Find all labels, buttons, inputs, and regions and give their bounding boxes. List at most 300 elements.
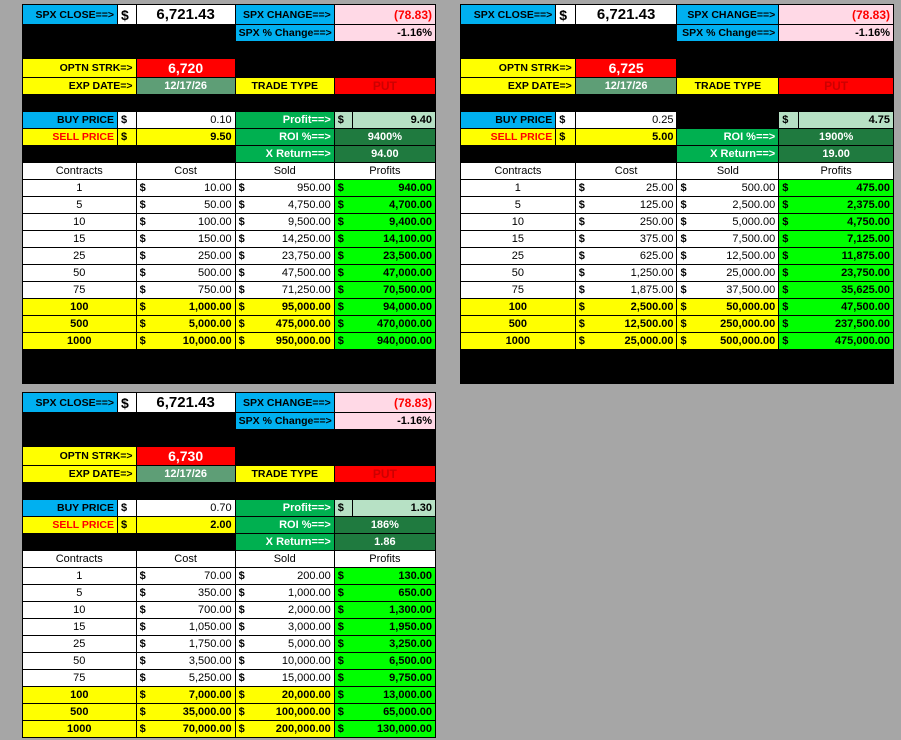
profits-cell: $ 475,000.00 xyxy=(779,333,894,350)
profits-cell: $ 130.00 xyxy=(334,568,435,585)
profits-cell: $ 47,500.00 xyxy=(779,299,894,316)
contracts-cell: 1000 xyxy=(23,333,137,350)
row-exp-date xyxy=(461,78,894,95)
profits-currency: $ xyxy=(337,604,344,616)
profits-currency: $ xyxy=(337,216,344,228)
filler xyxy=(136,534,235,551)
table-row xyxy=(23,602,436,619)
table-row xyxy=(23,721,436,738)
cost-currency: $ xyxy=(578,267,585,279)
table-row xyxy=(23,299,436,316)
profits-currency: $ xyxy=(337,706,344,718)
profits-currency: $ xyxy=(337,284,344,296)
profits-currency: $ xyxy=(337,723,344,735)
cost-cell: $ 5,250.00 xyxy=(136,670,235,687)
spx-pct-change-value: -1.16% xyxy=(779,25,894,42)
exp-date-label: EXP DATE=> xyxy=(23,466,137,483)
trade-type-value: PUT xyxy=(779,78,894,95)
table-row xyxy=(23,619,436,636)
cost-currency: $ xyxy=(578,301,585,313)
sold-currency: $ xyxy=(238,723,245,735)
spx-close-label: SPX CLOSE==> xyxy=(23,5,118,25)
col-header-contracts: Contracts xyxy=(461,163,576,180)
cost-cell: $ 2,500.00 xyxy=(575,299,677,316)
row-sell-price xyxy=(23,517,436,534)
contracts-cell: 50 xyxy=(461,265,576,282)
sell-price-label: SELL PRICE xyxy=(23,517,118,534)
cost-currency: $ xyxy=(139,250,146,262)
optn-strk-label: OPTN STRK=> xyxy=(23,447,137,466)
sold-currency: $ xyxy=(238,318,245,330)
sold-cell: $ 47,500.00 xyxy=(235,265,334,282)
table-row xyxy=(23,585,436,602)
cost-currency: $ xyxy=(578,318,585,330)
sold-currency: $ xyxy=(680,318,687,330)
cost-currency: $ xyxy=(139,604,146,616)
col-header-contracts: Contracts xyxy=(23,551,137,568)
table-row xyxy=(23,248,436,265)
cost-cell: $ 10.00 xyxy=(136,180,235,197)
contracts-cell: 100 xyxy=(461,299,576,316)
profits-currency: $ xyxy=(337,267,344,279)
cost-currency: $ xyxy=(139,689,146,701)
cost-cell: $ 1,250.00 xyxy=(575,265,677,282)
sold-currency: $ xyxy=(680,301,687,313)
contracts-rows-1 xyxy=(23,180,436,350)
sold-currency: $ xyxy=(238,689,245,701)
filler xyxy=(23,146,118,163)
cost-cell: $ 10,000.00 xyxy=(136,333,235,350)
profits-cell: $ 47,000.00 xyxy=(334,265,435,282)
contracts-cell: 5 xyxy=(23,585,137,602)
sold-cell: $ 200.00 xyxy=(235,568,334,585)
cost-cell: $ 125.00 xyxy=(575,197,677,214)
filler xyxy=(575,25,677,42)
contracts-cell: 1 xyxy=(23,180,137,197)
cost-cell: $ 1,050.00 xyxy=(136,619,235,636)
sold-cell: $ 950,000.00 xyxy=(235,333,334,350)
sold-cell: $ 12,500.00 xyxy=(677,248,779,265)
col-header-cost: Cost xyxy=(136,163,235,180)
contracts-cell: 500 xyxy=(461,316,576,333)
col-header-sold: Sold xyxy=(235,163,334,180)
table-row xyxy=(23,687,436,704)
cost-currency: $ xyxy=(139,182,146,194)
table-row xyxy=(23,316,436,333)
cost-cell: $ 25.00 xyxy=(575,180,677,197)
cost-currency: $ xyxy=(139,301,146,313)
profits-cell: $ 475.00 xyxy=(779,180,894,197)
trade-type-value: PUT xyxy=(334,466,435,483)
profits-currency: $ xyxy=(782,182,789,194)
cost-cell: $ 100.00 xyxy=(136,214,235,231)
trade-type-value: PUT xyxy=(334,78,435,95)
row-spx-close xyxy=(23,5,436,25)
sold-cell: $ 95,000.00 xyxy=(235,299,334,316)
cost-cell: $ 350.00 xyxy=(136,585,235,602)
sold-currency: $ xyxy=(238,216,245,228)
profits-cell: $ 2,375.00 xyxy=(779,197,894,214)
spx-change-label: SPX CHANGE==> xyxy=(235,393,334,413)
cost-cell: $ 12,500.00 xyxy=(575,316,677,333)
contracts-cell: 100 xyxy=(23,687,137,704)
spx-close-currency: $ xyxy=(117,5,136,25)
table-row xyxy=(461,282,894,299)
buy-price-value: 0.10 xyxy=(136,112,235,129)
filler xyxy=(136,25,235,42)
cost-cell: $ 3,500.00 xyxy=(136,653,235,670)
cost-cell: $ 25,000.00 xyxy=(575,333,677,350)
profits-cell: $ 9,750.00 xyxy=(334,670,435,687)
spx-pct-change-label: SPX % Change==> xyxy=(235,25,334,42)
spx-close-value: 6,721.43 xyxy=(136,393,235,413)
filler xyxy=(575,146,677,163)
cost-cell: $ 35,000.00 xyxy=(136,704,235,721)
cost-currency: $ xyxy=(139,233,146,245)
table-row xyxy=(461,180,894,197)
profits-cell: $ 14,100.00 xyxy=(334,231,435,248)
sold-currency: $ xyxy=(238,604,245,616)
cost-currency: $ xyxy=(139,706,146,718)
option-table-3 xyxy=(22,392,436,738)
sold-currency: $ xyxy=(238,267,245,279)
sold-cell: $ 37,500.00 xyxy=(677,282,779,299)
sold-cell: $ 2,000.00 xyxy=(235,602,334,619)
profits-cell: $ 650.00 xyxy=(334,585,435,602)
option-panel-2 xyxy=(460,4,894,384)
roi-value: 9400% xyxy=(334,129,435,146)
buy-price-label: BUY PRICE xyxy=(461,112,556,129)
contracts-cell: 15 xyxy=(461,231,576,248)
cost-currency: $ xyxy=(139,723,146,735)
profits-cell: $ 470,000.00 xyxy=(334,316,435,333)
x-return-label: X Return==> xyxy=(677,146,779,163)
sold-currency: $ xyxy=(680,250,687,262)
profits-cell: $ 940.00 xyxy=(334,180,435,197)
cost-currency: $ xyxy=(139,335,146,347)
cost-cell: $ 70.00 xyxy=(136,568,235,585)
spx-close-value: 6,721.43 xyxy=(136,5,235,25)
sold-cell: $ 23,750.00 xyxy=(235,248,334,265)
spx-change-value: (78.83) xyxy=(779,5,894,25)
sell-price-value: 9.50 xyxy=(136,129,235,146)
sell-price-currency: $ xyxy=(556,129,575,146)
filler xyxy=(136,413,235,430)
cost-cell: $ 625.00 xyxy=(575,248,677,265)
col-header-sold: Sold xyxy=(677,163,779,180)
contracts-cell: 10 xyxy=(23,214,137,231)
roi-label: ROI %==> xyxy=(235,517,334,534)
table-row xyxy=(461,214,894,231)
profits-cell: $ 1,300.00 xyxy=(334,602,435,619)
sold-cell: $ 71,250.00 xyxy=(235,282,334,299)
row-spx-pct-change xyxy=(23,25,436,42)
profits-cell: $ 4,700.00 xyxy=(334,197,435,214)
filler xyxy=(23,413,118,430)
row-buy-price xyxy=(23,500,436,517)
trade-type-label: TRADE TYPE xyxy=(677,78,779,95)
filler xyxy=(677,112,779,129)
trade-type-label: TRADE TYPE xyxy=(235,78,334,95)
option-panel-1 xyxy=(22,4,436,384)
row-option-strike xyxy=(461,59,894,78)
spx-pct-change-label: SPX % Change==> xyxy=(677,25,779,42)
profits-cell: $ 3,250.00 xyxy=(334,636,435,653)
cost-currency: $ xyxy=(139,284,146,296)
table-row xyxy=(23,568,436,585)
filler xyxy=(461,25,556,42)
spx-close-label: SPX CLOSE==> xyxy=(461,5,556,25)
row-sell-price xyxy=(23,129,436,146)
cost-currency: $ xyxy=(578,182,585,194)
filler xyxy=(117,534,136,551)
contracts-cell: 75 xyxy=(23,670,137,687)
profits-currency: $ xyxy=(337,638,344,650)
table-row xyxy=(23,333,436,350)
cost-cell: $ 50.00 xyxy=(136,197,235,214)
sold-currency: $ xyxy=(238,570,245,582)
row-spx-close xyxy=(23,393,436,413)
table-row xyxy=(461,197,894,214)
cost-currency: $ xyxy=(139,672,146,684)
sell-price-currency: $ xyxy=(117,129,136,146)
table-row xyxy=(23,265,436,282)
spx-change-value: (78.83) xyxy=(334,5,435,25)
sold-currency: $ xyxy=(680,216,687,228)
profit-value: 4.75 xyxy=(798,112,893,129)
sell-price-value: 5.00 xyxy=(575,129,677,146)
contracts-cell: 500 xyxy=(23,704,137,721)
contracts-cell: 100 xyxy=(23,299,137,316)
table-row xyxy=(23,636,436,653)
profits-currency: $ xyxy=(337,689,344,701)
cost-currency: $ xyxy=(139,216,146,228)
sold-cell: $ 25,000.00 xyxy=(677,265,779,282)
profit-value: 1.30 xyxy=(353,500,436,517)
spx-change-label: SPX CHANGE==> xyxy=(235,5,334,25)
buy-price-currency: $ xyxy=(556,112,575,129)
x-return-value: 1.86 xyxy=(334,534,435,551)
sold-cell: $ 3,000.00 xyxy=(235,619,334,636)
cost-currency: $ xyxy=(139,587,146,599)
filler xyxy=(235,59,435,78)
option-table-1 xyxy=(22,4,436,350)
cost-cell: $ 250.00 xyxy=(575,214,677,231)
x-return-value: 94.00 xyxy=(334,146,435,163)
sold-currency: $ xyxy=(238,672,245,684)
col-header-profits: Profits xyxy=(779,163,894,180)
profits-cell: $ 65,000.00 xyxy=(334,704,435,721)
spacer xyxy=(23,483,436,500)
cost-currency: $ xyxy=(139,638,146,650)
cost-cell: $ 150.00 xyxy=(136,231,235,248)
contracts-cell: 15 xyxy=(23,231,137,248)
sold-cell: $ 5,000.00 xyxy=(677,214,779,231)
contracts-cell: 10 xyxy=(23,602,137,619)
table-row xyxy=(23,704,436,721)
row-sell-price xyxy=(461,129,894,146)
col-header-profits: Profits xyxy=(334,551,435,568)
sold-currency: $ xyxy=(238,638,245,650)
profits-cell: $ 23,500.00 xyxy=(334,248,435,265)
sold-currency: $ xyxy=(680,182,687,194)
row-buy-price xyxy=(461,112,894,129)
profits-currency: $ xyxy=(337,621,344,633)
row-spx-pct-change xyxy=(23,413,436,430)
profits-currency: $ xyxy=(337,672,344,684)
spx-change-value: (78.83) xyxy=(334,393,435,413)
profits-cell: $ 11,875.00 xyxy=(779,248,894,265)
spacer xyxy=(23,42,436,59)
filler xyxy=(136,146,235,163)
cost-currency: $ xyxy=(578,250,585,262)
contracts-cell: 25 xyxy=(461,248,576,265)
filler xyxy=(23,534,118,551)
profits-currency: $ xyxy=(782,335,789,347)
cost-cell: $ 375.00 xyxy=(575,231,677,248)
roi-label: ROI %==> xyxy=(235,129,334,146)
row-spx-pct-change xyxy=(461,25,894,42)
exp-date-value: 12/17/26 xyxy=(136,466,235,483)
profits-cell: $ 940,000.00 xyxy=(334,333,435,350)
sold-cell: $ 10,000.00 xyxy=(235,653,334,670)
profits-currency: $ xyxy=(337,655,344,667)
sold-cell: $ 950.00 xyxy=(235,180,334,197)
cost-currency: $ xyxy=(139,267,146,279)
sold-currency: $ xyxy=(238,250,245,262)
cost-cell: $ 1,875.00 xyxy=(575,282,677,299)
sold-currency: $ xyxy=(238,706,245,718)
contracts-rows-2 xyxy=(461,180,894,350)
filler xyxy=(677,59,894,78)
sold-currency: $ xyxy=(680,267,687,279)
profits-cell: $ 130,000.00 xyxy=(334,721,435,738)
filler xyxy=(23,25,118,42)
cost-cell: $ 700.00 xyxy=(136,602,235,619)
table-row xyxy=(461,333,894,350)
sold-currency: $ xyxy=(680,199,687,211)
profits-currency: $ xyxy=(337,199,344,211)
cost-currency: $ xyxy=(139,621,146,633)
profits-cell: $ 237,500.00 xyxy=(779,316,894,333)
profits-cell: $ 23,750.00 xyxy=(779,265,894,282)
contracts-cell: 5 xyxy=(23,197,137,214)
spacer xyxy=(461,42,894,59)
profits-currency: $ xyxy=(337,587,344,599)
profits-currency: $ xyxy=(782,267,789,279)
row-x-return xyxy=(461,146,894,163)
row-exp-date xyxy=(23,466,436,483)
sold-cell: $ 2,500.00 xyxy=(677,197,779,214)
row-x-return xyxy=(23,146,436,163)
profit-label: Profit==> xyxy=(235,112,334,129)
filler xyxy=(556,146,575,163)
option-table-2 xyxy=(460,4,894,350)
cost-currency: $ xyxy=(578,199,585,211)
buy-price-currency: $ xyxy=(117,500,136,517)
profit-value: 9.40 xyxy=(353,112,436,129)
spx-close-value: 6,721.43 xyxy=(575,5,677,25)
profits-currency: $ xyxy=(337,233,344,245)
table-row xyxy=(461,248,894,265)
cost-currency: $ xyxy=(578,284,585,296)
sold-cell: $ 475,000.00 xyxy=(235,316,334,333)
spx-close-label: SPX CLOSE==> xyxy=(23,393,118,413)
row-buy-price xyxy=(23,112,436,129)
spx-close-currency: $ xyxy=(556,5,575,25)
cost-cell: $ 70,000.00 xyxy=(136,721,235,738)
col-header-sold: Sold xyxy=(235,551,334,568)
sold-currency: $ xyxy=(238,301,245,313)
profits-cell: $ 70,500.00 xyxy=(334,282,435,299)
profits-cell: $ 7,125.00 xyxy=(779,231,894,248)
sold-cell: $ 9,500.00 xyxy=(235,214,334,231)
buy-price-label: BUY PRICE xyxy=(23,112,118,129)
optn-strk-label: OPTN STRK=> xyxy=(23,59,137,78)
sold-cell: $ 200,000.00 xyxy=(235,721,334,738)
sold-currency: $ xyxy=(680,335,687,347)
profits-currency: $ xyxy=(337,250,344,262)
cost-cell: $ 750.00 xyxy=(136,282,235,299)
sold-currency: $ xyxy=(680,284,687,296)
row-option-strike xyxy=(23,59,436,78)
profits-cell: $ 9,400.00 xyxy=(334,214,435,231)
table-row xyxy=(461,265,894,282)
cost-currency: $ xyxy=(139,570,146,582)
cost-currency: $ xyxy=(578,233,585,245)
table-row xyxy=(23,197,436,214)
sell-price-label: SELL PRICE xyxy=(461,129,556,146)
table-row xyxy=(461,299,894,316)
profits-currency: $ xyxy=(782,199,789,211)
sold-cell: $ 500.00 xyxy=(677,180,779,197)
sold-cell: $ 250,000.00 xyxy=(677,316,779,333)
col-header-contracts: Contracts xyxy=(23,163,137,180)
sold-currency: $ xyxy=(238,655,245,667)
profits-currency: $ xyxy=(782,233,789,245)
sold-currency: $ xyxy=(680,233,687,245)
profits-currency: $ xyxy=(337,182,344,194)
profits-cell: $ 35,625.00 xyxy=(779,282,894,299)
exp-date-value: 12/17/26 xyxy=(575,78,677,95)
cost-currency: $ xyxy=(139,199,146,211)
cost-cell: $ 250.00 xyxy=(136,248,235,265)
spx-pct-change-value: -1.16% xyxy=(334,413,435,430)
contracts-cell: 10 xyxy=(461,214,576,231)
optn-strk-value: 6,720 xyxy=(136,59,235,78)
trade-type-label: TRADE TYPE xyxy=(235,466,334,483)
sold-currency: $ xyxy=(238,199,245,211)
profits-currency: $ xyxy=(337,301,344,313)
row-column-headers xyxy=(23,163,436,180)
cost-currency: $ xyxy=(578,216,585,228)
sold-currency: $ xyxy=(238,587,245,599)
table-row xyxy=(23,670,436,687)
table-row xyxy=(23,653,436,670)
roi-value: 186% xyxy=(334,517,435,534)
profits-cell: $ 6,500.00 xyxy=(334,653,435,670)
profits-currency: $ xyxy=(782,216,789,228)
sold-cell: $ 1,000.00 xyxy=(235,585,334,602)
sold-cell: $ 5,000.00 xyxy=(235,636,334,653)
sold-currency: $ xyxy=(238,335,245,347)
contracts-cell: 75 xyxy=(461,282,576,299)
sold-currency: $ xyxy=(238,621,245,633)
col-header-cost: Cost xyxy=(575,163,677,180)
contracts-cell: 50 xyxy=(23,265,137,282)
filler xyxy=(117,146,136,163)
cost-cell: $ 500.00 xyxy=(136,265,235,282)
